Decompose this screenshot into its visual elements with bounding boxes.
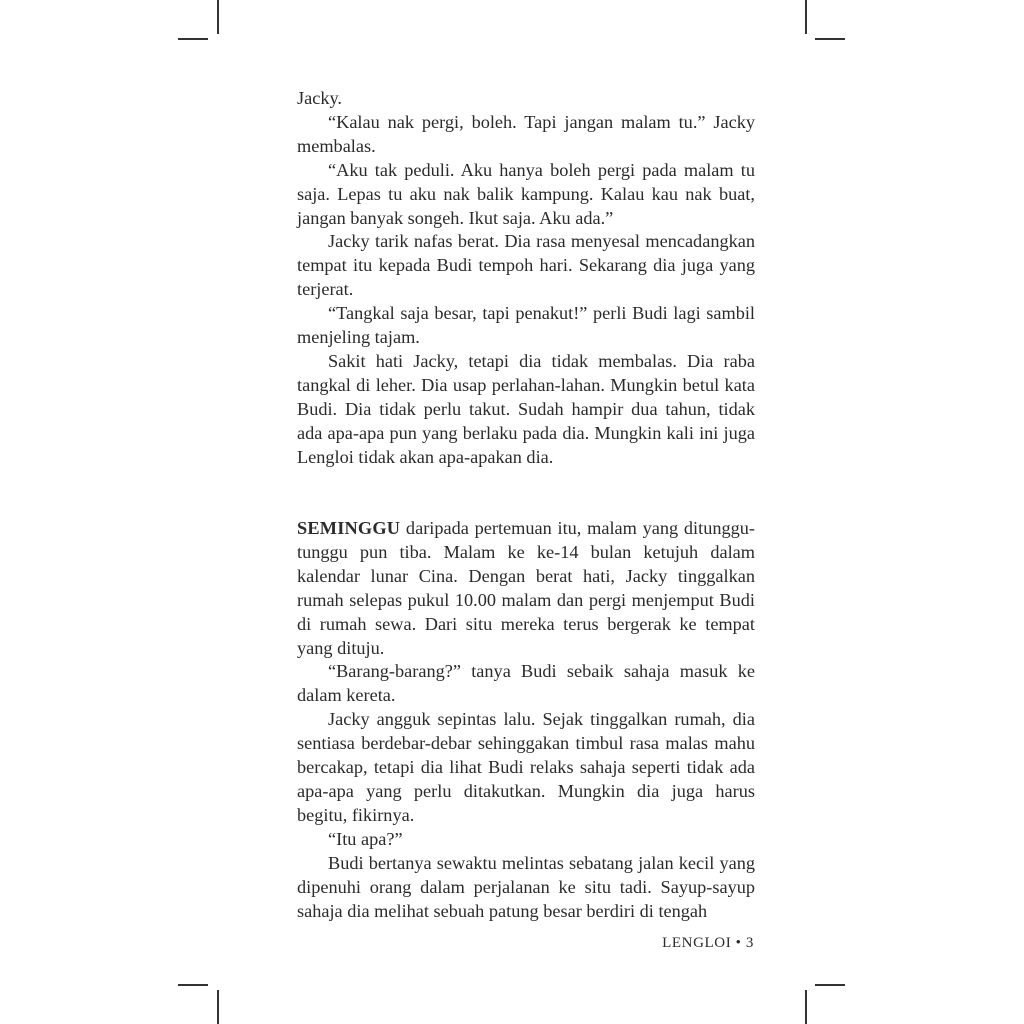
- running-footer: LENGLOI • 3: [662, 935, 754, 951]
- crop-mark-bottom-left-horizontal: [178, 984, 208, 986]
- crop-mark-top-right-vertical: [805, 0, 807, 34]
- section-opening-paragraph: [297, 517, 755, 660]
- section-lead-word: SEMINGGU: [297, 518, 401, 538]
- paragraph: “Barang-barang?” tanya Budi sebaik sahaja masuk ke dalam kereta.: [297, 661, 755, 706]
- paragraph: Jacky angguk sepintas lalu. Sejak tinggalkan rumah, dia sentiasa berdebar-debar sehinggakan timbul rasa malas mahu bercakap, tetapi dia lihat Budi relaks sahaja seperti tidak ada apa-apa yang perlu ditakutkan. Mungkin dia juga harus begitu, fikirnya.: [297, 709, 755, 825]
- crop-mark-top-left-vertical: [217, 0, 219, 34]
- paragraph: “Tangkal saja besar, tapi penakut!” perli Budi lagi sambil menjeling tajam.: [297, 303, 755, 348]
- crop-mark-bottom-right-vertical: [805, 990, 807, 1024]
- paragraph: “Itu apa?”: [328, 828, 403, 849]
- crop-mark-top-right-horizontal: [815, 38, 845, 40]
- paragraph: “Aku tak peduli. Aku hanya boleh pergi pada malam tu saja. Lepas tu aku nak balik kampung. Kalau kau nak buat, jangan banyak songeh. Ikut saja. Aku ada.”: [297, 159, 755, 228]
- crop-mark-top-left-horizontal: [178, 38, 208, 40]
- paragraph: Budi bertanya sewaktu melintas sebatang jalan kecil yang dipenuhi orang dalam perjalanan ke situ tadi. Sayup-sayup sahaja dia melihat sebuah patung besar berdiri di tengah: [297, 852, 755, 921]
- crop-mark-bottom-right-horizontal: [815, 984, 845, 986]
- paragraph: Jacky tarik nafas berat. Dia rasa menyesal mencadangkan tempat itu kepada Budi tempoh hari. Sekarang dia juga yang terjerat.: [297, 231, 755, 300]
- paragraph: Jacky.: [297, 88, 343, 108]
- section-1: [297, 87, 755, 470]
- paragraph: Sakit hati Jacky, tetapi dia tidak membalas. Dia raba tangkal di leher. Dia usap perlahan-lahan. Mungkin betul kata Budi. Dia tidak perlu takut. Sudah hampir dua tahun, tidak ada apa-apa pun yang berlaku pada dia. Mungkin kali ini juga Lengloi tidak akan apa-apakan dia.: [297, 350, 755, 467]
- paragraph-text: daripada pertemuan itu, malam yang ditunggu-tunggu pun tiba. Malam ke ke-14 bulan ketujuh dalam kalendar lunar Cina. Dengan berat hati, Jacky tinggalkan rumah selepas pukul 10.00 malam dan pergi menjemput Budi di rumah sewa. Dari situ mereka terus bergerak ke tempat yang dituju.: [297, 518, 755, 658]
- section-2: [297, 517, 755, 923]
- paragraph: “Kalau nak pergi, boleh. Tapi jangan malam tu.” Jacky membalas.: [297, 111, 755, 156]
- crop-mark-bottom-left-vertical: [217, 990, 219, 1024]
